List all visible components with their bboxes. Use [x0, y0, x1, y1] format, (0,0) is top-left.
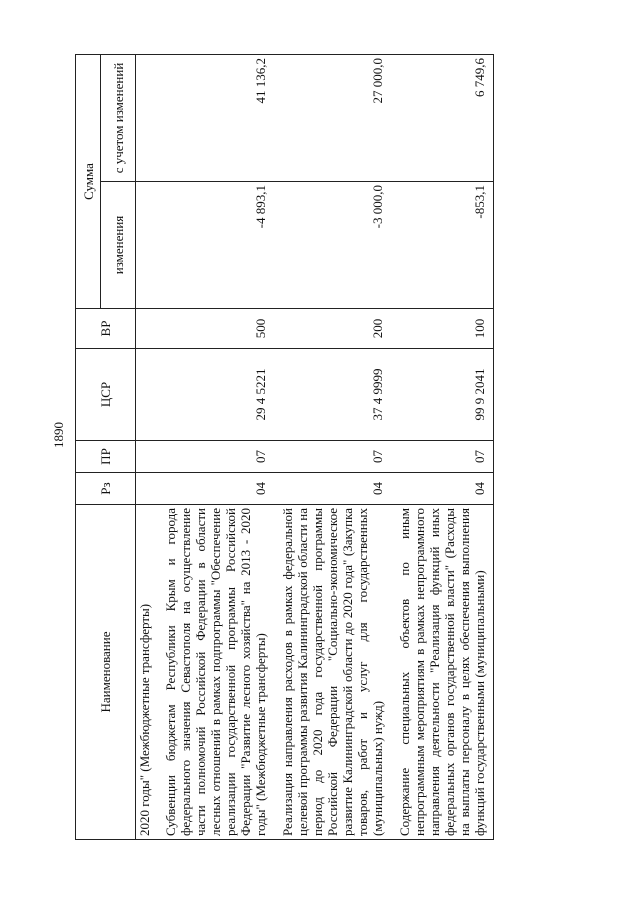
header-csr: ЦСР	[76, 349, 136, 441]
row-total: 6 749,6	[391, 55, 494, 182]
row-csr: 29 4 5221	[157, 349, 274, 441]
continuation-row	[136, 55, 158, 840]
table-row	[157, 55, 274, 840]
row-csr: 37 4 9999	[274, 349, 391, 441]
header-row-1	[76, 55, 101, 840]
header-vr: ВР	[76, 309, 136, 349]
header-rz: Рз	[76, 473, 136, 505]
rotated-page	[75, 55, 595, 840]
header-with-changes: с учетом изменений	[101, 55, 136, 182]
row-total: 27 000,0	[274, 55, 391, 182]
header-changes: изменения	[101, 182, 136, 309]
table-row	[274, 55, 391, 840]
table-row	[391, 55, 494, 840]
row-pr: 07	[274, 441, 391, 473]
row-change: -3 000,0	[274, 182, 391, 309]
page-number: 1890	[51, 422, 66, 448]
row-vr: 500	[157, 309, 274, 349]
row-vr: 100	[391, 309, 494, 349]
row-change: -4 893,1	[157, 182, 274, 309]
row-name: Субвенции бюджетам Республики Крым и города федерального значения Севастополя на осуществление части полномочий Российской Федерации в области лесных отношений в рамках подпрограммы "Обеспечение реализации государственной программы Российской Федерации "Развитие лесного хозяйства" на 2013 - 2020 годы" (Межбюджетные трансферты)	[157, 505, 274, 840]
row-pr: 07	[391, 441, 494, 473]
budget-table	[75, 54, 494, 840]
row-name: Реализация направления расходов в рамках федеральной целевой программы развития Калининградской области на период до 2020 года государственной программы Российской Федерации "Социально-экономическое развитие Калининградской области до 2020 года" (Закупка товаров, работ и услуг для государственных (муниципальных) нужд)	[274, 505, 391, 840]
header-pr: ПР	[76, 441, 136, 473]
header-sum: Сумма	[76, 55, 101, 309]
row-pr: 07	[157, 441, 274, 473]
row-change: -853,1	[391, 182, 494, 309]
continuation-text: 2020 годы" (Межбюджетные трансферты)	[136, 505, 158, 840]
row-rz: 04	[274, 473, 391, 505]
row-rz: 04	[391, 473, 494, 505]
row-total: 41 136,2	[157, 55, 274, 182]
row-rz: 04	[157, 473, 274, 505]
row-csr: 99 9 2041	[391, 349, 494, 441]
row-name: Содержание специальных объектов по иным непрограммным мероприятиям в рамках непрограммного направления деятельности "Реализация функций иных федеральных органов государственной власти" (Расходы на выплаты персоналу в целях обеспечения выполнения функций государственными (муниципальными)	[391, 505, 494, 840]
header-name: Наименование	[76, 505, 136, 840]
row-vr: 200	[274, 309, 391, 349]
